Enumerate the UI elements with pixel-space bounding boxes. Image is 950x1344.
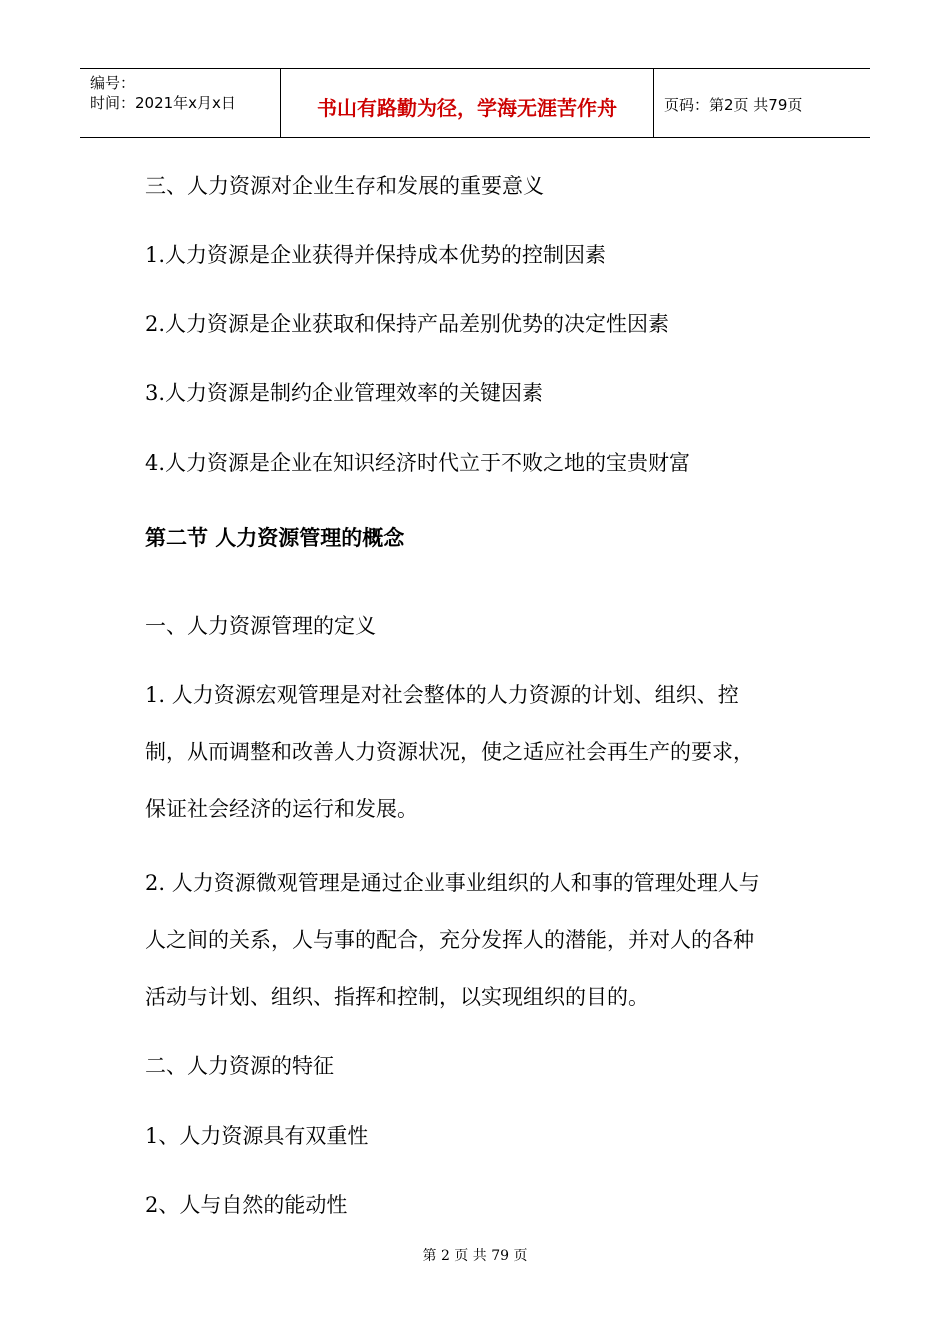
page-footer: 第 2 页 共 79 页 xyxy=(422,1248,528,1264)
paragraph-line: 人之间的关系，人与事的配合，充分发挥人的潜能，并对人的各种 xyxy=(145,928,754,952)
list-item: 4.人力资源是企业在知识经济时代立于不败之地的宝贵财富 xyxy=(145,451,691,475)
header-time-label: 时间：2021年x月x日 xyxy=(90,94,236,112)
list-item: 3.人力资源是制约企业管理效率的关键因素 xyxy=(145,381,544,405)
paragraph-line: 保证社会经济的运行和发展。 xyxy=(145,797,418,821)
section-heading: 三、人力资源对企业生存和发展的重要意义 xyxy=(145,174,544,198)
list-item: 1、人力资源具有双重性 xyxy=(145,1124,369,1148)
list-item: 2、人与自然的能动性 xyxy=(145,1193,348,1217)
paragraph-line: 2. 人力资源微观管理是通过企业事业组织的人和事的管理处理人与 xyxy=(145,871,760,895)
section-heading: 一、人力资源管理的定义 xyxy=(145,614,376,638)
header-number-label: 编号： xyxy=(90,74,136,92)
section-heading: 二、人力资源的特征 xyxy=(145,1054,334,1078)
header-motto: 书山有路勤为径，学海无涯苦作舟 xyxy=(281,69,654,137)
paragraph-line: 制，从而调整和改善人力资源状况，使之适应社会再生产的要求， xyxy=(145,740,754,764)
header-meta xyxy=(80,69,281,137)
chapter-section-title: 第二节 人力资源管理的概念 xyxy=(145,526,405,550)
paragraph-line: 1. 人力资源宏观管理是对社会整体的人力资源的计划、组织、控 xyxy=(145,683,739,707)
list-item: 1.人力资源是企业获得并保持成本优势的控制因素 xyxy=(145,243,607,267)
page-header xyxy=(80,68,870,138)
header-page-info: 页码：第2页 共79页 xyxy=(664,95,803,114)
paragraph-line: 活动与计划、组织、指挥和控制，以实现组织的目的。 xyxy=(145,985,649,1009)
list-item: 2.人力资源是企业获取和保持产品差别优势的决定性因素 xyxy=(145,312,670,336)
